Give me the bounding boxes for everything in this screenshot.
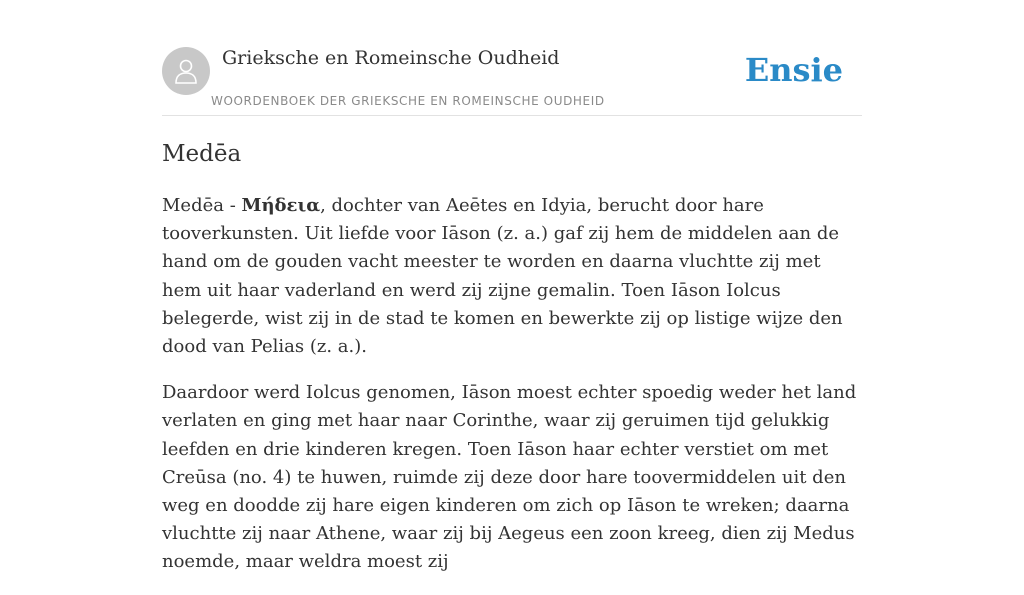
entry-body — [162, 192, 864, 595]
greek-lemma: Μήδεια — [241, 195, 321, 216]
entry-text: , dochter van Aeētes en Idyia, berucht door hare tooverkunsten. Uit liefde voor Iāson (z. a.) gaf zij hem de middelen aan de hand om de gouden vacht meester te worden en daarna vluchtte zij met hem uit haar vaderland en werd zij zijne gemalin. Toen Iāson Iolcus belegerde, wist zij in de stad te komen en bewerkte zij op listige wijze den dood van Pelias (z. a.). — [162, 195, 843, 358]
book-subtitle: WOORDENBOEK DER GRIEKSCHE EN ROMEINSCHE OUDHEID — [211, 94, 605, 108]
user-icon — [171, 56, 201, 86]
entry-title: Medēa — [162, 141, 242, 167]
ensie-logo[interactable]: Ensie — [744, 51, 843, 89]
entry-headword: Medēa — [162, 195, 224, 216]
header-divider — [162, 115, 862, 116]
entry-paragraph: Daardoor werd Iolcus genomen, Iāson moest echter spoedig weder het land verlaten en ging met haar naar Corinthe, waar zij geruimen tijd gelukkig leefden en drie kinderen kregen. Toen Iāson haar echter verstiet om met Creūsa (no. 4) te huwen, ruimde zij deze door hare toovermiddelen uit den weg en doodde zij hare eigen kinderen om zich op Iāson te wreken; daarna vluchtte zij naar Athene, waar zij bij Aegeus een zoon kreeg, dien zij Medus noemde, maar weldra moest zij — [162, 382, 857, 573]
headword-separator: - — [224, 195, 242, 216]
entry-paragraph — [162, 192, 864, 361]
avatar[interactable] — [162, 47, 210, 95]
book-title-link[interactable]: Grieksche en Romeinsche Oudheid — [222, 47, 560, 69]
